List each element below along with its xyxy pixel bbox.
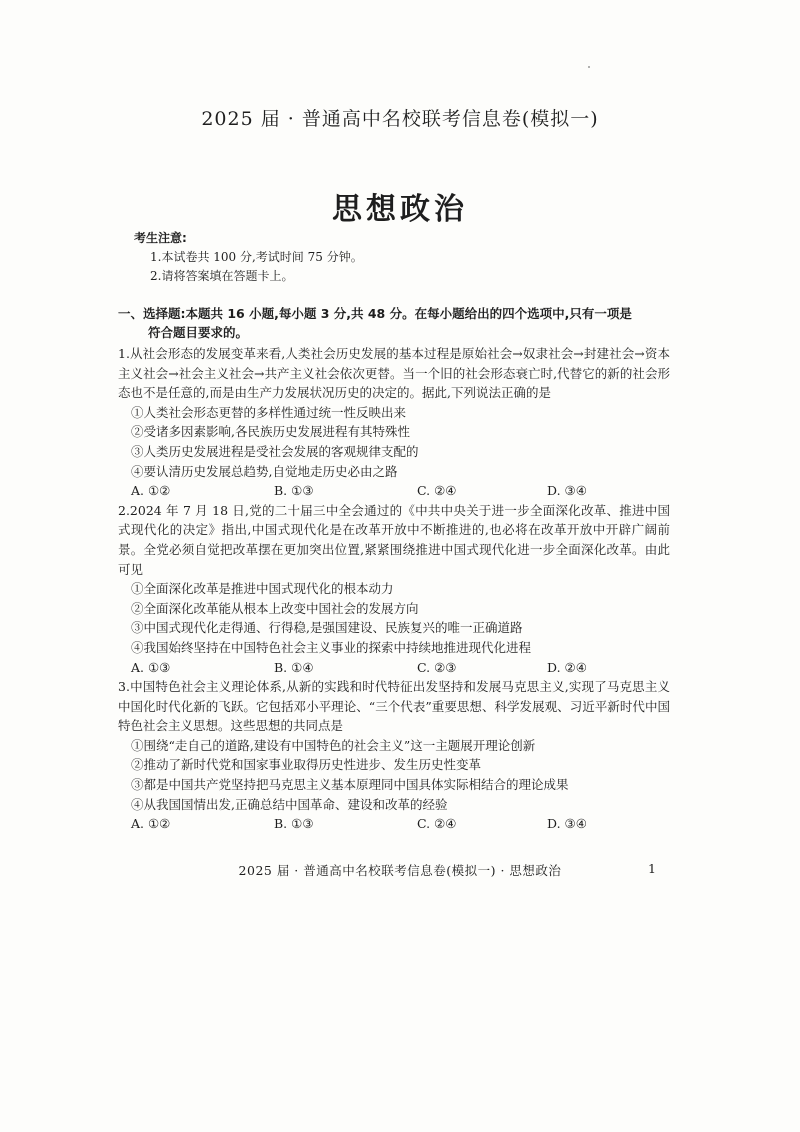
statement-option: ④要认清历史发展总趋势,自觉地走历史必由之路 bbox=[131, 463, 398, 479]
question-3 bbox=[118, 677, 670, 834]
answer-choice-c: C. ②④ bbox=[417, 816, 457, 832]
answer-choice-a: A. ①③ bbox=[131, 659, 171, 675]
notice-line: 2.请将答案填在答题卡上。 bbox=[150, 269, 294, 283]
statement-option: ③都是中国共产党坚持把马克思主义基本原理同中国具体实际相结合的理论成果 bbox=[131, 777, 569, 793]
scan-speck bbox=[588, 66, 590, 68]
answer-choice-c: C. ②③ bbox=[417, 659, 457, 675]
answer-choices bbox=[118, 481, 670, 501]
statement-option: ①人类社会形态更替的多样性通过统一性反映出来 bbox=[131, 404, 407, 420]
candidate-notice bbox=[134, 229, 363, 286]
answer-choice-d: D. ③④ bbox=[547, 816, 587, 832]
statement-option: ③中国式现代化走得通、行得稳,是强国建设、民族复兴的唯一正确道路 bbox=[131, 620, 523, 636]
question-1 bbox=[118, 344, 670, 501]
answer-choice-d: D. ③④ bbox=[547, 483, 587, 499]
statement-option: ④从我国国情出发,正确总结中国革命、建设和改革的经验 bbox=[131, 796, 448, 812]
statement-option: ②推动了新时代党和国家事业取得历史性进步、发生历史性变革 bbox=[131, 757, 482, 773]
page-number: 1 bbox=[648, 861, 656, 876]
answer-choice-b: B. ①③ bbox=[274, 816, 314, 832]
answer-choice-d: D. ②④ bbox=[547, 659, 587, 675]
question-stem: 1.从社会形态的发展变革来看,人类社会历史发展的基本过程是原始社会→奴隶社会→封建社会→资本主义社会→社会主义社会→共产主义社会依次更替。当一个旧的社会形态衰亡时,代替它的新的社会形态也不是任意的,而是由生产力发展状况历史的决定的。据此,下列说法正确的是 bbox=[118, 346, 670, 401]
page-footer: 2025 届 · 普通高中名校联考信息卷(模拟一) · 思想政治 bbox=[238, 863, 562, 878]
answer-choice-a: A. ①② bbox=[131, 816, 171, 832]
answer-choices bbox=[118, 658, 670, 678]
statement-option: ④我国始终坚持在中国特色社会主义事业的探索中持续地推进现代化进程 bbox=[131, 639, 532, 655]
answer-choice-c: C. ②④ bbox=[417, 483, 457, 499]
answer-choices bbox=[118, 814, 670, 834]
answer-choice-a: A. ①② bbox=[131, 483, 171, 499]
question-list bbox=[118, 344, 670, 834]
subject-title: 思想政治 bbox=[332, 192, 468, 227]
answer-choice-b: B. ①③ bbox=[274, 483, 314, 499]
question-stem: 2.2024 年 7 月 18 日,党的二十届三中全会通过的《中共中央关于进一步全面深化改革、推进中国式现代化的决定》指出,中国式现代化是在改革开放中不断推进的,也必将在改革开放中开辟广阔前景。全党必须自觉把改革摆在更加突出位置,紧紧围绕推进中国式现代化进一步全面深化改革。由此可见 bbox=[118, 502, 670, 577]
statement-option: ①全面深化改革是推进中国式现代化的根本动力 bbox=[131, 581, 394, 597]
statement-option: ③人类历史发展进程是受社会发展的客观规律支配的 bbox=[131, 443, 419, 459]
notice-title: 考生注意: bbox=[134, 231, 187, 245]
notice-line: 1.本试卷共 100 分,考试时间 75 分钟。 bbox=[150, 250, 363, 264]
section-heading-line: 符合题目要求的。 bbox=[148, 325, 249, 340]
statement-option: ①围绕“走自己的道路,建设有中国特色的社会主义”这一主题展开理论创新 bbox=[131, 737, 536, 753]
section-heading bbox=[118, 304, 678, 342]
statement-option: ②全面深化改革能从根本上改变中国社会的发展方向 bbox=[131, 600, 419, 616]
exam-title: 2025 届 · 普通高中名校联考信息卷(模拟一) bbox=[201, 108, 599, 130]
question-stem: 3.中国特色社会主义理论体系,从新的实践和时代特征出发坚持和发展马克思主义,实现了马克思主义中国化时代化新的飞跃。它包括邓小平理论、“三个代表”重要思想、科学发展观、习近平新时代中国特色社会主义思想。这些思想的共同点是 bbox=[118, 679, 670, 734]
answer-choice-b: B. ①④ bbox=[274, 659, 314, 675]
section-heading-line: 一、选择题:本题共 16 小题,每小题 3 分,共 48 分。在每小题给出的四个选项中,只有一项是 bbox=[118, 306, 632, 321]
statement-option: ②受诸多因素影响,各民族历史发展进程有其特殊性 bbox=[131, 424, 410, 440]
question-2 bbox=[118, 501, 670, 677]
